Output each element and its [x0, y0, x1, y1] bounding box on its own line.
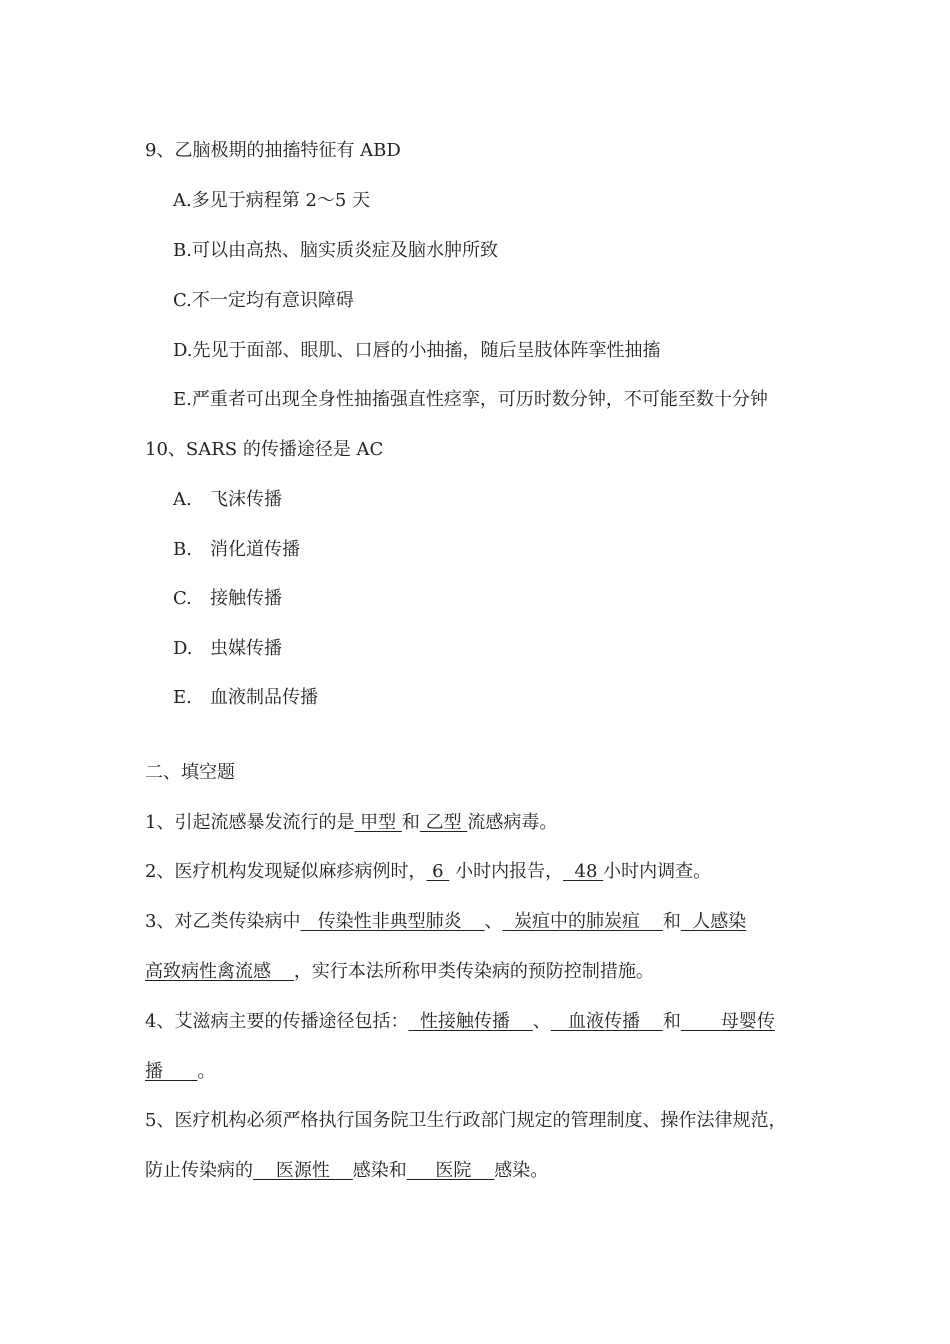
text: 流感病毒。 — [467, 812, 558, 833]
option-text: 血液制品传播 — [210, 687, 318, 708]
q9-option-b: B.可以由高热、脑实质炎症及脑水肿所致 — [173, 240, 498, 261]
blank-answer: 48 — [563, 861, 604, 882]
fill-question-1 — [145, 809, 557, 837]
option-text: 消化道传播 — [210, 539, 300, 560]
q9-option-e: E.严重者可出现全身性抽搐强直性痉挛，可历时数分钟，不可能至数十分钟 — [173, 389, 768, 410]
question-9-stem: 9、乙脑极期的抽搐特征有 ABD — [145, 140, 401, 161]
q10-option-e — [173, 684, 318, 712]
text: 、 — [532, 1011, 551, 1032]
blank-answer: 乙型 — [419, 812, 468, 833]
blank-answer: 甲型 — [354, 812, 402, 833]
fill-question-3-cont — [145, 958, 654, 986]
blank-answer: 炭疽中的肺炭疽 — [502, 911, 663, 932]
text: 小时内调查。 — [603, 861, 712, 882]
option-letter: C. — [173, 588, 192, 609]
blank-answer: 医院 — [406, 1160, 495, 1181]
blank-answer: 人感染 — [680, 911, 747, 932]
option-text: 接触传播 — [210, 588, 282, 609]
q9-option-d: D.先见于面部、眼肌、口唇的小抽搐，随后呈肢体阵挛性抽搐 — [173, 340, 661, 361]
blank-answer: 播 — [145, 1061, 198, 1082]
question-10-stem: 10、SARS 的传播途径是 AC — [145, 439, 384, 460]
fill-question-4-cont — [145, 1058, 215, 1086]
fill-question-5-cont — [145, 1157, 548, 1185]
text: ，实行本法所称甲类传染病的预防控制措施。 — [293, 961, 654, 982]
text: 和 — [401, 812, 420, 833]
q10-option-a — [173, 486, 282, 514]
text: 、 — [484, 911, 503, 932]
option-letter: A. — [173, 489, 192, 510]
text: 防止传染病的 — [145, 1160, 253, 1181]
q10-option-c — [173, 585, 282, 613]
option-letter: B. — [173, 539, 192, 560]
option-letter: D. — [173, 638, 193, 659]
text: 感染。 — [494, 1160, 549, 1181]
fill-question-4 — [145, 1008, 775, 1036]
blank-answer: 性接触传播 — [408, 1011, 533, 1032]
section-title: 二、填空题 — [145, 762, 235, 783]
text: 4、艾滋病主要的传播途径包括： — [145, 1011, 409, 1032]
fill-question-2 — [145, 858, 711, 886]
q10-option-d — [173, 635, 282, 663]
option-text: 虫媒传播 — [210, 638, 282, 659]
text: 和 — [662, 911, 681, 932]
q9-option-c: C.不一定均有意识障碍 — [173, 290, 354, 311]
text: 3、对乙类传染病中 — [145, 911, 301, 932]
fill-question-3 — [145, 908, 746, 936]
option-text: 飞沫传播 — [210, 489, 282, 510]
blank-answer: 传染性非典型肺炎 — [300, 911, 485, 932]
blank-answer: 高致病性禽流感 — [145, 961, 294, 982]
option-letter: E. — [173, 687, 192, 708]
text: 。 — [197, 1061, 216, 1082]
q9-option-a: A.多见于病程第 2～5 天 — [173, 190, 371, 211]
text: 1、引起流感暴发流行的是 — [145, 812, 355, 833]
text: 小时内报告， — [449, 861, 564, 882]
blank-answer: 医源性 — [253, 1160, 353, 1181]
text: 感染和 — [352, 1160, 407, 1181]
fill-question-5: 5、医疗机构必须严格执行国务院卫生行政部门规定的管理制度、操作法律规范， — [145, 1110, 787, 1131]
blank-answer: 血液传播 — [550, 1011, 663, 1032]
blank-answer: 母婴传 — [680, 1011, 775, 1032]
text: 和 — [662, 1011, 681, 1032]
text: 2、医疗机构发现疑似麻疹病例时， — [145, 861, 427, 882]
q10-option-b — [173, 536, 300, 564]
blank-answer: 6 — [426, 861, 450, 882]
